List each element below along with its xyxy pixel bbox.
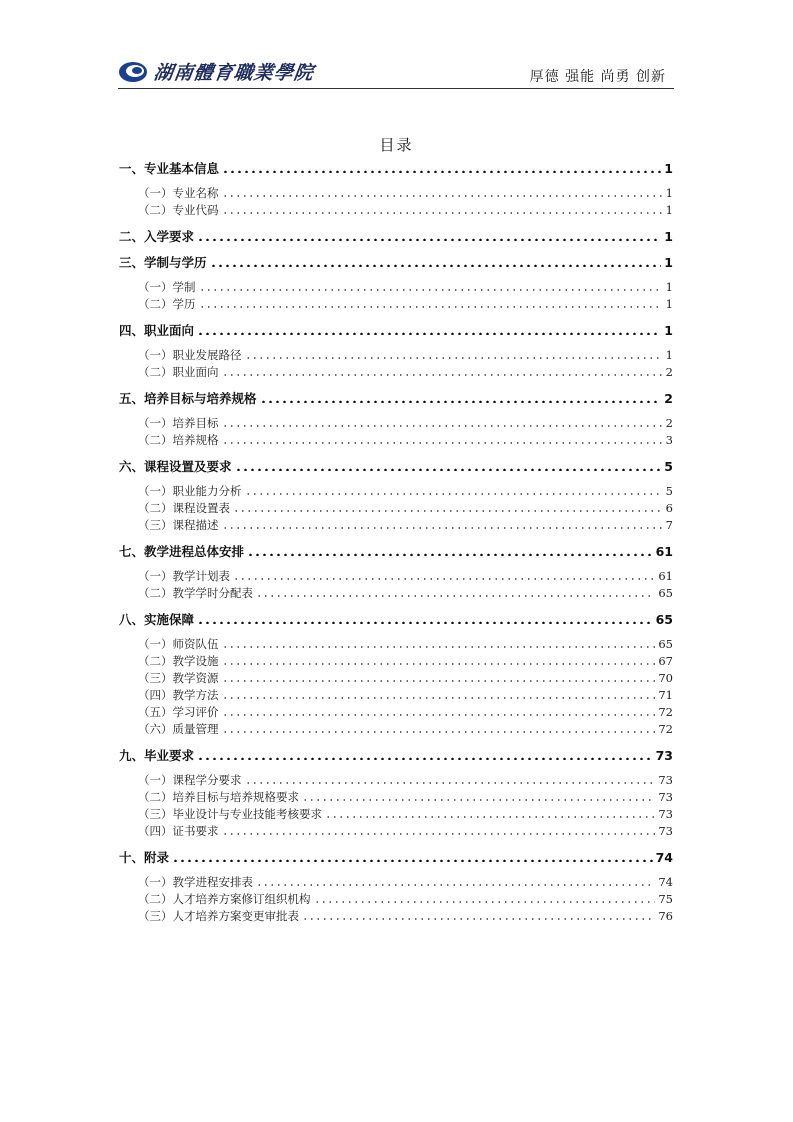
toc-subsection-label: （二）课程设置表 [138,501,230,515]
toc-subsection-label: （二）教学设施 [138,654,219,668]
toc-section-label: 九、毕业要求 [119,748,195,763]
toc-subsection-entry[interactable] [119,687,673,704]
toc-leader-dots [314,893,656,903]
toc-leader-dots [210,257,662,267]
toc-leader-dots [233,502,662,512]
toc-page-number: 1 [664,255,673,270]
toc-subsection-entry[interactable] [119,415,673,432]
toc-page-number: 7 [665,518,673,532]
toc-page-number: 1 [665,280,673,294]
college-motto: 厚德 强能 尚勇 创新 [529,69,666,85]
toc-section-label: 五、培养目标与培养规格 [119,391,257,406]
toc-section-entry[interactable] [119,322,673,339]
toc-section-label: 七、教学进程总体安排 [119,544,245,559]
toc-subsection-label: （三）课程描述 [138,518,219,532]
toc-leader-dots [197,325,661,335]
toc-page-number: 2 [664,391,673,406]
toc-subsection-label: （一）课程学分要求 [138,773,242,787]
toc-page-number: 6 [665,501,673,515]
toc-subsection-label: （一）教学计划表 [138,569,230,583]
toc-section-entry[interactable] [119,254,673,271]
toc-page-number: 1 [665,203,673,217]
toc-section-entry[interactable] [119,747,673,764]
toc-subsection-label: （六）质量管理 [138,722,219,736]
toc-page-number: 1 [664,161,673,176]
toc-leader-dots [260,393,662,403]
toc-section-entry[interactable] [119,390,673,407]
table-of-contents [119,160,673,925]
toc-leader-dots [222,417,663,427]
toc-leader-dots [197,750,653,760]
toc-leader-dots [245,349,663,359]
toc-leader-dots [199,298,663,308]
toc-leader-dots [245,485,663,495]
toc-section-label: 六、课程设置及要求 [119,459,232,474]
toc-page-number: 65 [658,637,673,651]
toc-section-entry[interactable] [119,611,673,628]
toc-subsection-entry[interactable] [119,704,673,721]
toc-subsection-label: （三）毕业设计与专业技能考核要求 [138,807,322,821]
toc-leader-dots [302,910,655,920]
toc-subsection-label: （三）人才培养方案变更审批表 [138,909,299,923]
toc-leader-dots [256,587,655,597]
toc-leader-dots [197,231,661,241]
toc-leader-dots [256,876,655,886]
toc-page-number: 61 [655,544,673,559]
toc-page-number: 75 [658,892,673,906]
toc-subsection-label: （一）职业能力分析 [138,484,242,498]
toc-subsection-entry[interactable] [119,653,673,670]
toc-page-number: 1 [665,186,673,200]
toc-leader-dots [222,204,663,214]
toc-section-entry[interactable] [119,458,673,475]
toc-section-label: 四、职业面向 [119,323,195,338]
toc-subsection-label: （一）培养目标 [138,416,219,430]
toc-leader-dots [325,808,655,818]
toc-leader-dots [222,366,663,376]
toc-leader-dots [222,519,663,529]
toc-leader-dots [172,852,653,862]
toc-page-number: 1 [665,348,673,362]
toc-subsection-label: （二）专业代码 [138,203,219,217]
toc-leader-dots [245,774,656,784]
toc-page-number: 5 [665,484,673,498]
toc-subsection-label: （一）师资队伍 [138,637,219,651]
toc-subsection-entry[interactable] [119,296,673,313]
toc-subsection-entry[interactable] [119,772,673,789]
toc-subsection-entry[interactable] [119,432,673,449]
toc-subsection-entry[interactable] [119,568,673,585]
toc-subsection-entry[interactable] [119,364,673,381]
toc-page-number: 74 [655,850,673,865]
toc-subsection-entry[interactable] [119,891,673,908]
toc-page-number: 1 [664,229,673,244]
toc-subsection-label: （三）教学资源 [138,671,219,685]
toc-leader-dots [222,655,656,665]
toc-page-number: 73 [655,748,673,763]
toc-page-number: 73 [658,773,673,787]
toc-section-label: 二、入学要求 [119,229,195,244]
page-header [118,54,674,89]
toc-page-number: 3 [665,433,673,447]
toc-section-entry[interactable] [119,160,673,177]
toc-leader-dots [222,689,656,699]
toc-leader-dots [222,187,663,197]
toc-title: 目录 [379,136,414,154]
toc-subsection-label: （二）职业面向 [138,365,219,379]
college-logo [118,58,314,85]
toc-section-label: 十、附录 [119,850,170,865]
toc-leader-dots [222,672,656,682]
toc-subsection-entry[interactable] [119,908,673,925]
toc-subsection-label: （一）学制 [138,280,196,294]
toc-subsection-label: （一）教学进程安排表 [138,875,253,889]
college-name: 湖南體育職業學院 [152,62,316,84]
toc-subsection-label: （一）专业名称 [138,186,219,200]
toc-subsection-label: （一）职业发展路径 [138,348,242,362]
toc-subsection-entry[interactable] [119,636,673,653]
toc-subsection-label: （二）学历 [138,297,196,311]
toc-leader-dots [197,614,653,624]
toc-subsection-entry[interactable] [119,823,673,840]
toc-subsection-entry[interactable] [119,585,673,602]
toc-leader-dots [222,825,656,835]
toc-page-number: 72 [658,722,673,736]
toc-leader-dots [199,281,663,291]
toc-subsection-entry[interactable] [119,500,673,517]
toc-page-number: 73 [658,790,673,804]
toc-page-number: 73 [658,807,673,821]
toc-section-entry[interactable] [119,228,673,245]
toc-subsection-entry[interactable] [119,279,673,296]
toc-page-number: 73 [658,824,673,838]
toc-page-number: 74 [658,875,673,889]
toc-subsection-entry[interactable] [119,347,673,364]
toc-section-label: 一、专业基本信息 [119,161,220,176]
toc-leader-dots [302,791,655,801]
toc-leader-dots [222,163,661,173]
toc-subsection-label: （五）学习评价 [138,705,219,719]
toc-leader-dots [235,461,662,471]
toc-page-number: 61 [658,569,673,583]
toc-page-number: 71 [658,688,673,702]
toc-page-number: 72 [658,705,673,719]
toc-subsection-label: （四）证书要求 [138,824,219,838]
toc-page-number: 65 [655,612,673,627]
toc-subsection-label: （二）教学学时分配表 [138,586,253,600]
toc-subsection-entry[interactable] [119,874,673,891]
toc-subsection-entry[interactable] [119,517,673,534]
toc-page-number: 1 [665,297,673,311]
toc-section-label: 八、实施保障 [119,612,195,627]
toc-section-entry[interactable] [119,849,673,866]
toc-subsection-entry[interactable] [119,185,673,202]
toc-leader-dots [222,434,663,444]
toc-page-number: 67 [658,654,673,668]
toc-subsection-entry[interactable] [119,670,673,687]
toc-subsection-label: （二）培养规格 [138,433,219,447]
toc-subsection-entry[interactable] [119,721,673,738]
toc-page-number: 70 [658,671,673,685]
toc-subsection-label: （四）教学方法 [138,688,219,702]
toc-section-label: 三、学制与学历 [119,255,207,270]
toc-leader-dots [247,546,653,556]
toc-leader-dots [233,570,655,580]
college-emblem-icon [118,61,148,83]
toc-subsection-entry[interactable] [119,483,673,500]
toc-page-number: 2 [665,365,673,379]
toc-subsection-label: （二）培养目标与培养规格要求 [138,790,299,804]
toc-leader-dots [222,723,656,733]
toc-page-number: 5 [664,459,673,474]
toc-leader-dots [222,706,656,716]
toc-subsection-entry[interactable] [119,789,673,806]
toc-section-entry[interactable] [119,543,673,560]
toc-page-number: 2 [665,416,673,430]
toc-subsection-label: （二）人才培养方案修订组织机构 [138,892,311,906]
toc-leader-dots [222,638,656,648]
toc-page-number: 1 [664,323,673,338]
toc-subsection-entry[interactable] [119,806,673,823]
toc-subsection-entry[interactable] [119,202,673,219]
toc-page-number: 76 [658,909,673,923]
toc-page-number: 65 [658,586,673,600]
